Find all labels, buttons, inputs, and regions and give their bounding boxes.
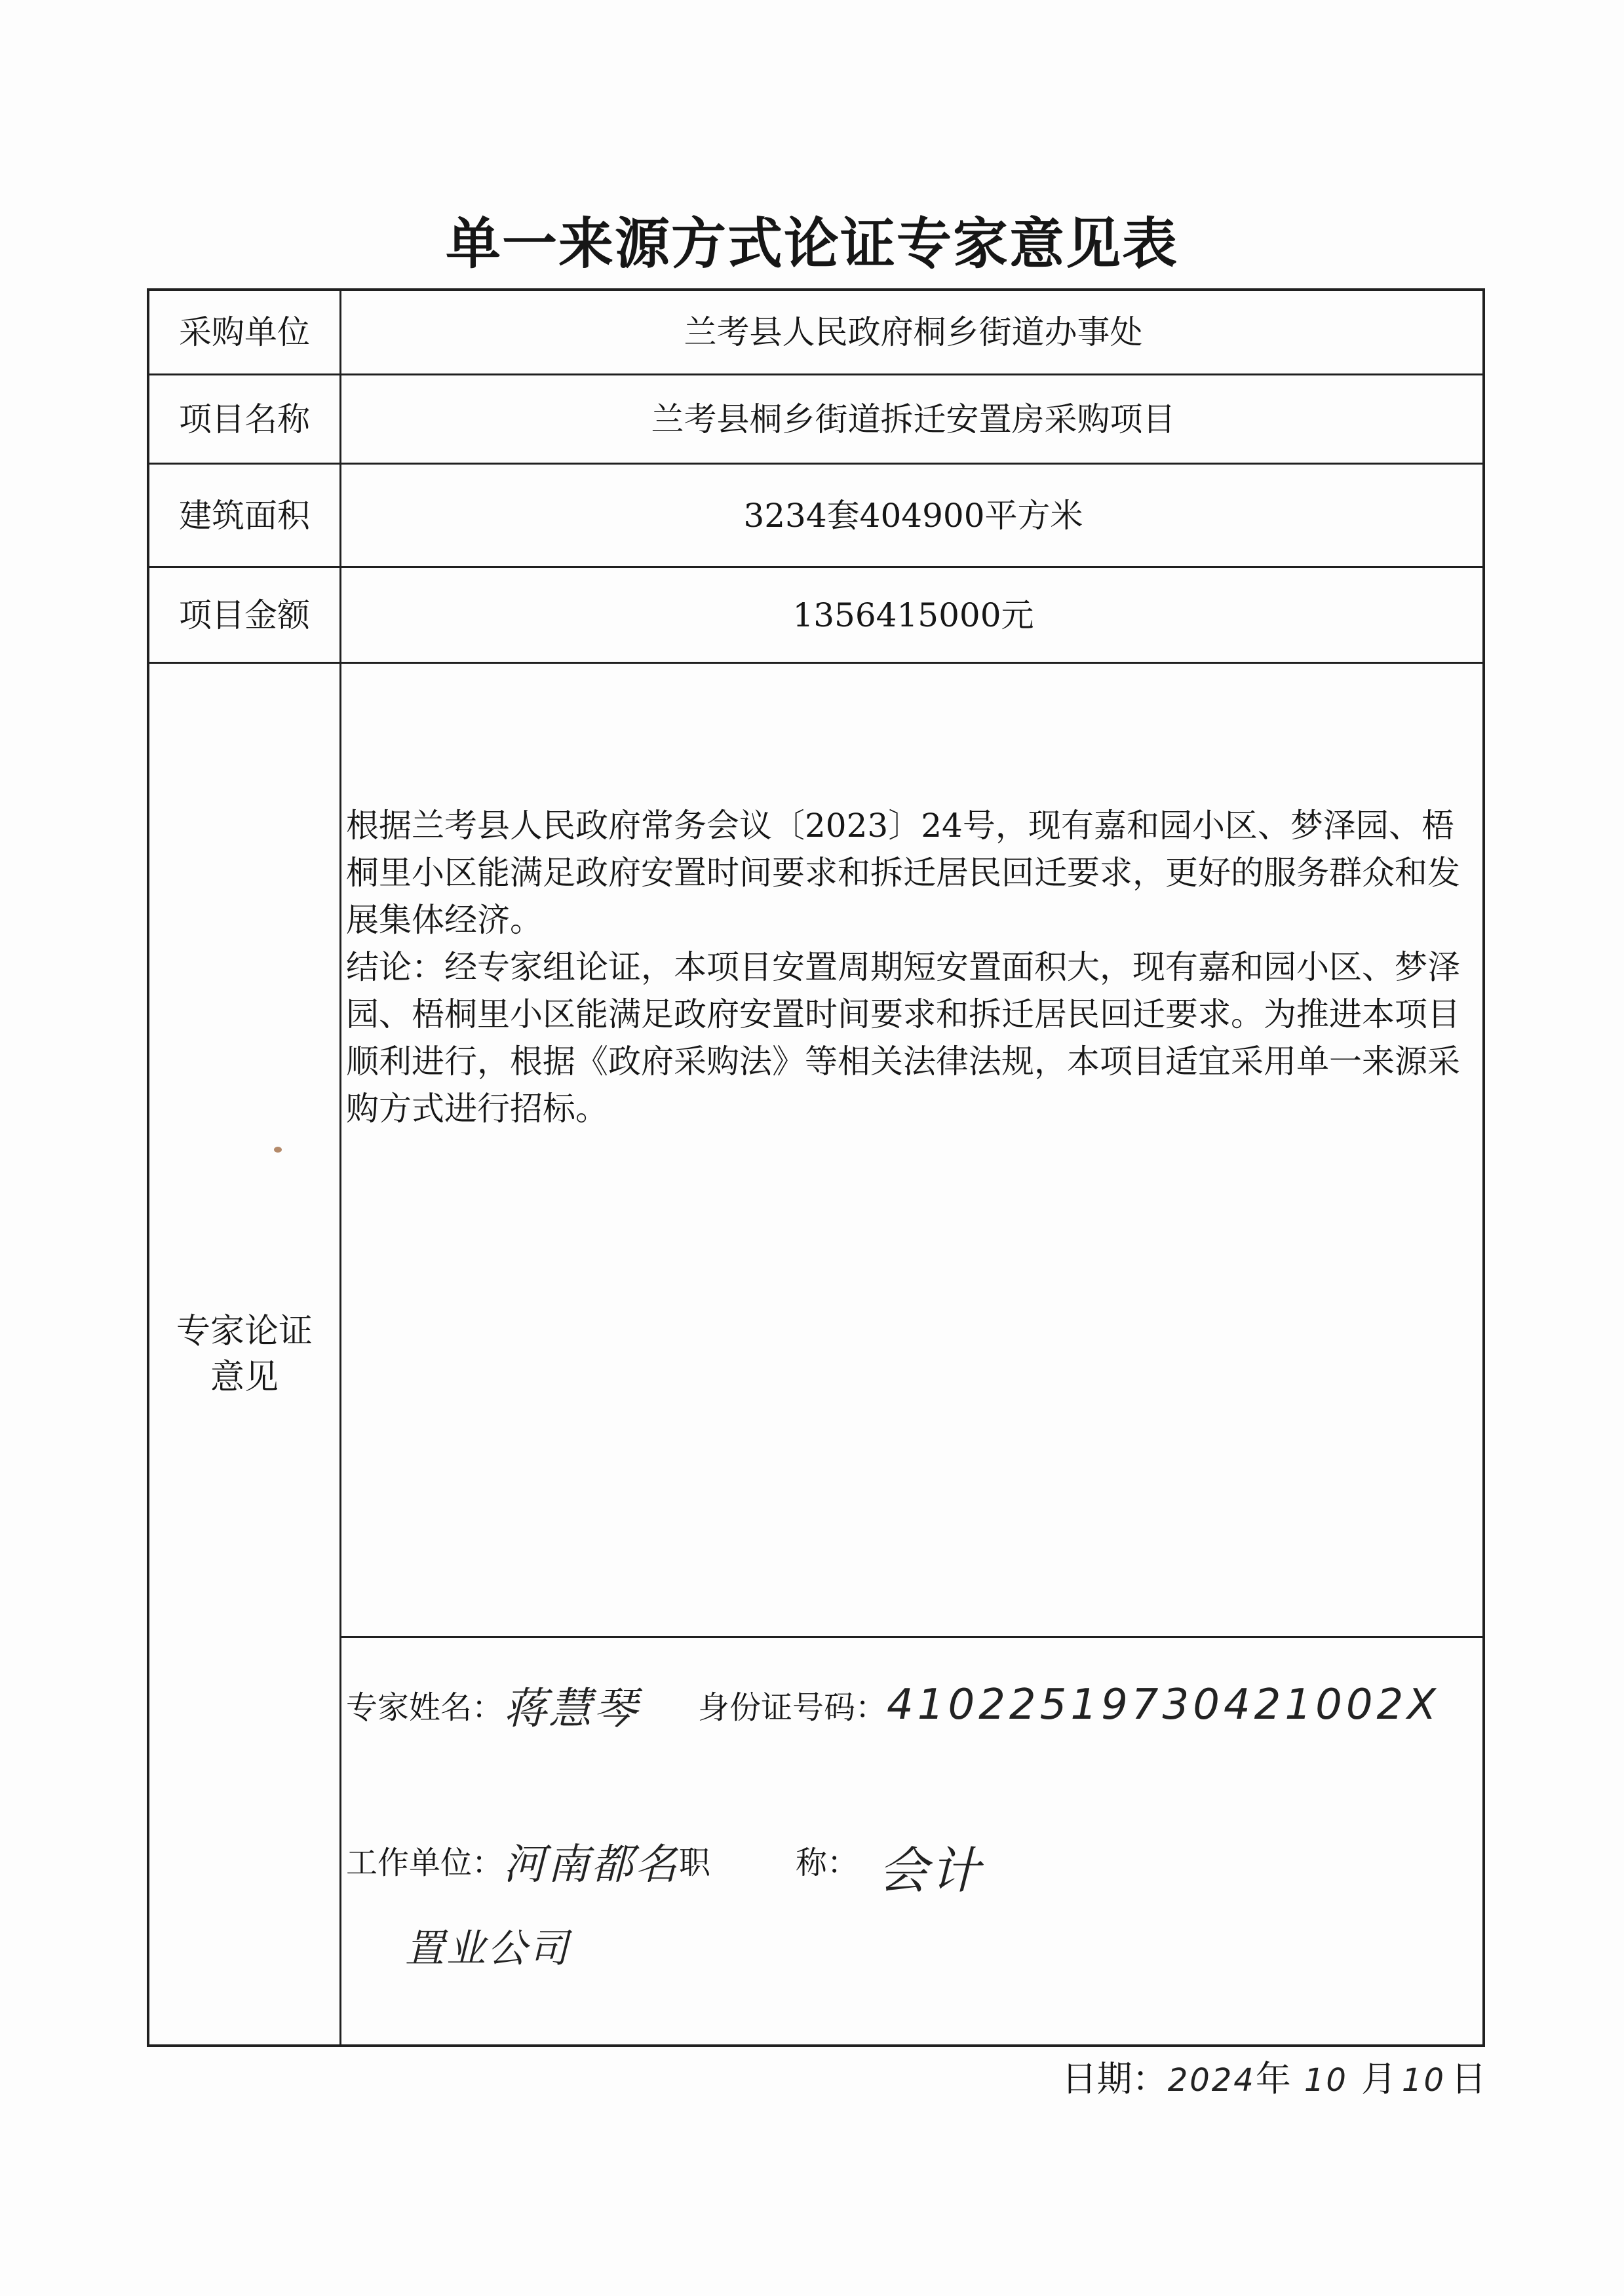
job-title-label-part2: 称： <box>796 1845 859 1881</box>
expert-opinion-label <box>149 664 339 2044</box>
project-amount-value: 1356415000元 <box>792 596 1034 634</box>
id-number-label: 身份证号码： <box>698 1689 887 1726</box>
form-table <box>147 288 1485 2047</box>
signature-divider <box>341 1636 1485 1638</box>
floor-area-label: 建筑面积 <box>179 496 310 535</box>
project-name-label: 项目名称 <box>179 400 310 438</box>
job-title-handwritten: 会计 <box>878 1841 982 1900</box>
job-title-label-part1: 职 <box>679 1845 711 1881</box>
expert-opinion-label-line2: 意见 <box>210 1357 279 1397</box>
work-unit-line2: 置业公司 <box>405 1926 571 1972</box>
opinion-conclusion: 结论：经专家组论证，本项目安置周期短安置面积大，现有嘉和园小区、梦泽园、梧桐里小区能满足政府安置时间要求和拆迁居民回迁要求。为推进本项目顺利进行，根据《政府采购法》等相关法律法规，本项目适宜采用单一来源采购方式进行招标。 <box>346 948 1460 1128</box>
row-divider <box>149 662 1482 664</box>
expert-opinion-text <box>346 802 1480 1132</box>
work-unit-line1: 河南都名 <box>503 1841 680 1889</box>
date-day-unit: 日 <box>1451 2058 1486 2099</box>
date-day: 10 <box>1401 2062 1446 2099</box>
expert-name-signature: 蒋慧琴 <box>503 1683 640 1734</box>
project-amount-label: 项目金额 <box>179 596 310 634</box>
date-month-unit: 月 <box>1361 2058 1397 2099</box>
date-year: 2024 <box>1167 2062 1256 2099</box>
page-title: 单一来源方式论证专家意见表 <box>445 211 1178 276</box>
scan-speck <box>274 1147 282 1153</box>
opinion-paragraph: 根据兰考县人民政府常务会议〔2023〕24号，现有嘉和园小区、梦泽园、梧桐里小区能满足政府安置时间要求和拆迁居民回迁要求，更好的服务群众和发展集体经济。 <box>346 807 1460 939</box>
purchaser-label: 采购单位 <box>179 313 310 351</box>
date-month: 10 <box>1304 2062 1348 2099</box>
expert-name-label: 专家姓名： <box>346 1689 504 1726</box>
date-line <box>1062 2051 1486 2101</box>
work-unit-label: 工作单位： <box>346 1845 504 1881</box>
floor-area-value: 3234套404900平方米 <box>743 496 1083 535</box>
expert-opinion-label-line1: 专家论证 <box>176 1311 313 1351</box>
date-year-unit: 年 <box>1255 2058 1291 2099</box>
date-label: 日期： <box>1061 2058 1168 2099</box>
purchaser-value: 兰考县人民政府桐乡街道办事处 <box>684 313 1143 351</box>
id-number-handwritten: 41022519730421002X <box>887 1680 1440 1729</box>
project-name-value: 兰考县桐乡街道拆迁安置房采购项目 <box>651 400 1176 438</box>
work-unit-row <box>346 1831 982 1974</box>
expert-name-row <box>346 1674 1440 1736</box>
